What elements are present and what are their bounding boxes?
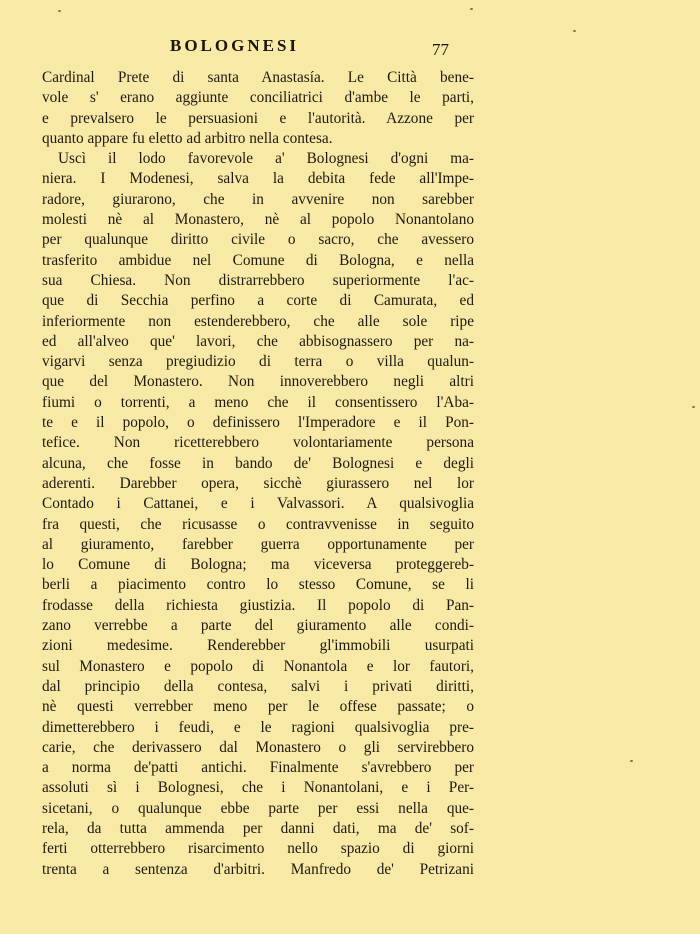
text-line: niera. I Modenesi, salva la debita fede all'Impe-: [42, 170, 474, 188]
text-line: lo Comune di Bologna; ma viceversa proteggereb-: [42, 556, 474, 574]
text-line: dal principio della contesa, salvi i privati diritti,: [42, 677, 474, 695]
text-line: assoluti sì i Bolognesi, che i Nonantolani, e i Per-: [42, 779, 474, 797]
text-line: a norma de'patti antichi. Finalmente s'avrebbero per: [42, 759, 474, 777]
text-line: carie, che derivassero dal Monastero o gli servirebbero: [42, 738, 474, 756]
text-line: sul Monastero e popolo di Nonantola e lor fautori,: [42, 657, 474, 675]
text-line: ed all'alveo que' lavori, che abbisognassero per na-: [42, 332, 474, 350]
text-line: vigarvi senza pregiudizio di terra o villa qualun-: [42, 353, 474, 371]
text-line: sicetani, o qualunque ebbe parte per essi nella que-: [42, 799, 474, 817]
text-line: te e il popolo, o definissero l'Imperadore e il Pon-: [42, 414, 474, 432]
text-line: quanto appare fu eletto ad arbitro nella contesa.: [42, 129, 333, 147]
paper-speck: [630, 760, 633, 762]
text-line: dimetterebbero i feudi, e le ragioni qualsivoglia pre-: [42, 718, 474, 736]
text-line: berli a piacimento contro lo stesso Comune, se li: [42, 576, 474, 594]
text-line: zioni medesime. Renderebber gl'immobili usurpati: [42, 637, 474, 655]
paper-speck: [470, 8, 473, 10]
text-line: Cardinal Prete di santa Anastasía. Le Città bene-: [42, 69, 474, 86]
text-line: e prevalsero le persuasioni e l'autorità. Azzone per: [42, 109, 474, 127]
text-line: fiumi o torrenti, a meno che il consentissero l'Aba-: [42, 393, 474, 411]
paper-speck: [58, 10, 61, 12]
text-line: que del Monastero. Non innoverebbero negli altri: [42, 373, 474, 391]
text-line: ferti otterrebbero risarcimento nello spazio di giorni: [42, 840, 474, 858]
text-line: aderenti. Darebber opera, sicchè giurassero nel lor: [42, 474, 474, 492]
paper-speck: [692, 406, 695, 408]
text-line: rela, da tutta ammenda per danni dati, ma de' sof-: [42, 819, 474, 837]
text-line: sua Chiesa. Non distrarrebbero superiormente l'ac-: [42, 271, 474, 289]
running-header-title: BOLOGNESI: [170, 36, 300, 55]
text-line: vole s' erano aggiunte conciliatrici d'ambe le parti,: [42, 89, 474, 107]
text-line: frodasse della richiesta giustizia. Il popolo di Pan-: [42, 596, 474, 614]
text-line: al giuramento, farebber guerra opportunamente per: [42, 535, 474, 553]
text-line: Uscì il lodo favorevole a' Bolognesi d'ogni ma-: [58, 150, 474, 168]
text-line: trasferito ambidue nel Comune di Bologna, e nella: [42, 251, 474, 269]
text-line: per qualunque diritto civile o sacro, che avessero: [42, 231, 474, 249]
text-line: molesti nè al Monastero, nè al popolo Nonantolano: [42, 211, 474, 229]
text-line: nè questi verrebber meno per le offese passate; o: [42, 698, 474, 716]
text-line: fra questi, che ricusasse o contravvenisse in seguito: [42, 515, 474, 533]
text-line: zano verrebbe a parte del giuramento alle condi-: [42, 617, 474, 635]
text-line: alcuna, che fosse in bando de' Bolognesi e degli: [42, 454, 474, 472]
text-line: inferiormente non estenderebbero, che alle sole ripe: [42, 312, 474, 330]
text-line: radore, giurarono, che in avvenire non sarebber: [42, 190, 474, 208]
text-line: que di Secchia perfino a corte di Camurata, ed: [42, 292, 474, 310]
text-line: Contado i Cattanei, e i Valvassori. A qualsivoglia: [42, 495, 474, 513]
page-number: 77: [432, 40, 449, 59]
text-line: trenta a sentenza d'arbitri. Manfredo de' Petrizani: [42, 860, 474, 878]
text-line: tefice. Non ricetterebbero volontariamente persona: [42, 434, 474, 452]
body-text: [42, 68, 474, 880]
paper-speck: [573, 30, 576, 32]
